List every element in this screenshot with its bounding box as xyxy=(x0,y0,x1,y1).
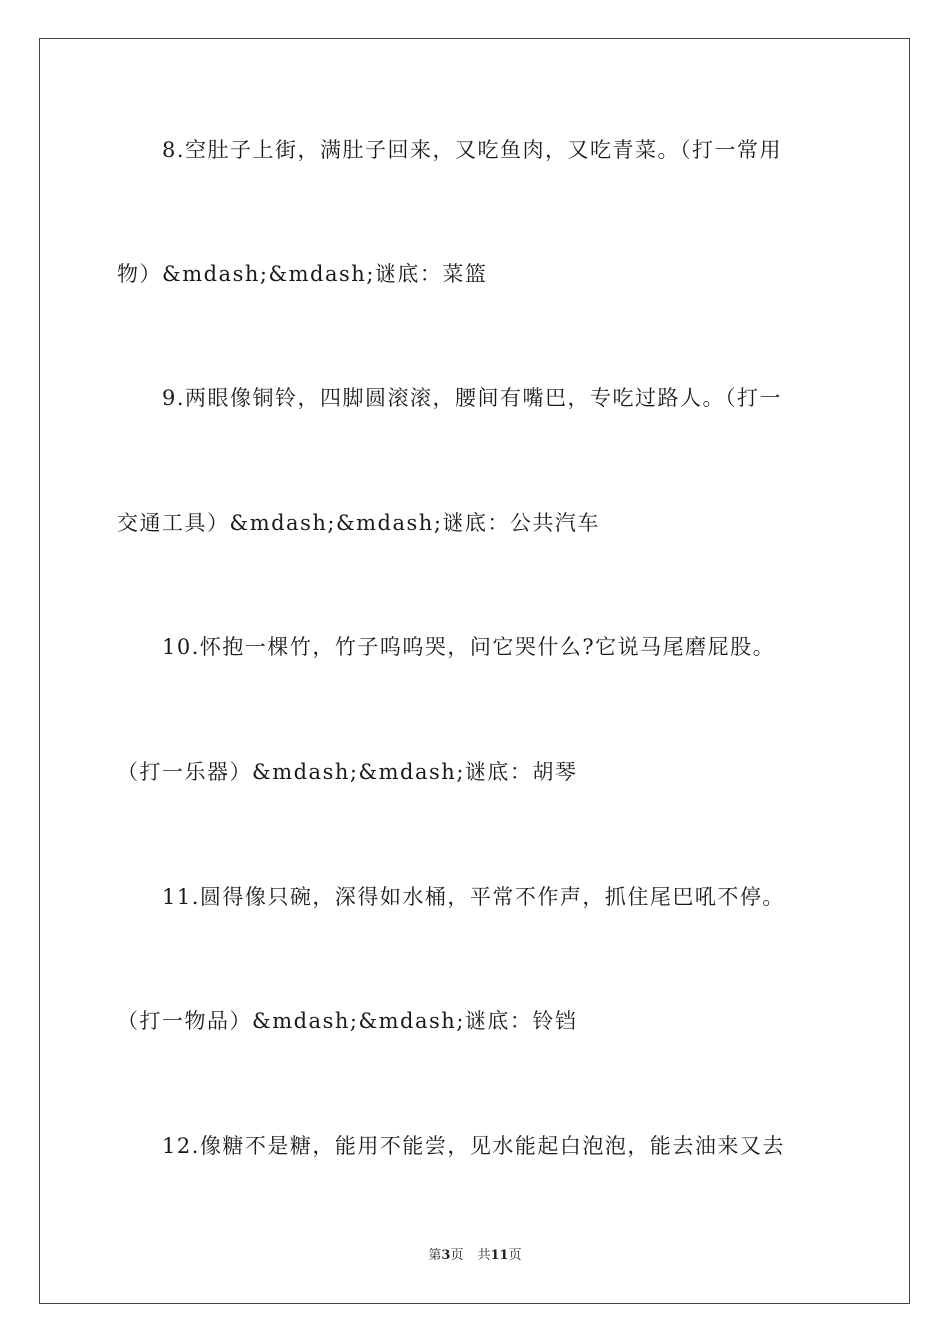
riddle-9-line-2: 交通工具）&mdash;&mdash;谜底：公共汽车 xyxy=(117,511,600,535)
footer-page-prefix: 第 xyxy=(428,1248,442,1263)
riddle-11-line-1: 11.圆得像只碗，深得如水桶，平常不作声，抓住尾巴吼不停。 xyxy=(162,885,785,909)
riddle-11-line-2: （打一物品）&mdash;&mdash;谜底：铃铛 xyxy=(117,1009,578,1033)
page-footer xyxy=(0,1246,950,1266)
riddle-10-line-1: 10.怀抱一棵竹，竹子呜呜哭，问它哭什么?它说马尾磨屁股。 xyxy=(162,635,776,659)
footer-total-suffix: 页 xyxy=(508,1248,522,1263)
riddle-8-line-1: 8.空肚子上街，满肚子回来，又吃鱼肉，又吃青菜。（打一常用 xyxy=(162,138,783,162)
footer-page-total: 11 xyxy=(490,1248,509,1263)
footer-total-prefix: 共 xyxy=(477,1248,491,1263)
riddle-9-line-1: 9.两眼像铜铃，四脚圆滚滚，腰间有嘴巴，专吃过路人。（打一 xyxy=(162,386,783,410)
riddle-12-line-1: 12.像糖不是糖，能用不能尝，见水能起白泡泡，能去油来又去 xyxy=(162,1134,785,1158)
riddle-10-line-2: （打一乐器）&mdash;&mdash;谜底：胡琴 xyxy=(117,760,578,784)
footer-page-suffix: 页 xyxy=(450,1248,464,1263)
riddle-8-line-2: 物）&mdash;&mdash;谜底：菜篮 xyxy=(117,262,488,286)
footer-page-current: 3 xyxy=(441,1248,451,1263)
page-border xyxy=(39,38,910,1304)
